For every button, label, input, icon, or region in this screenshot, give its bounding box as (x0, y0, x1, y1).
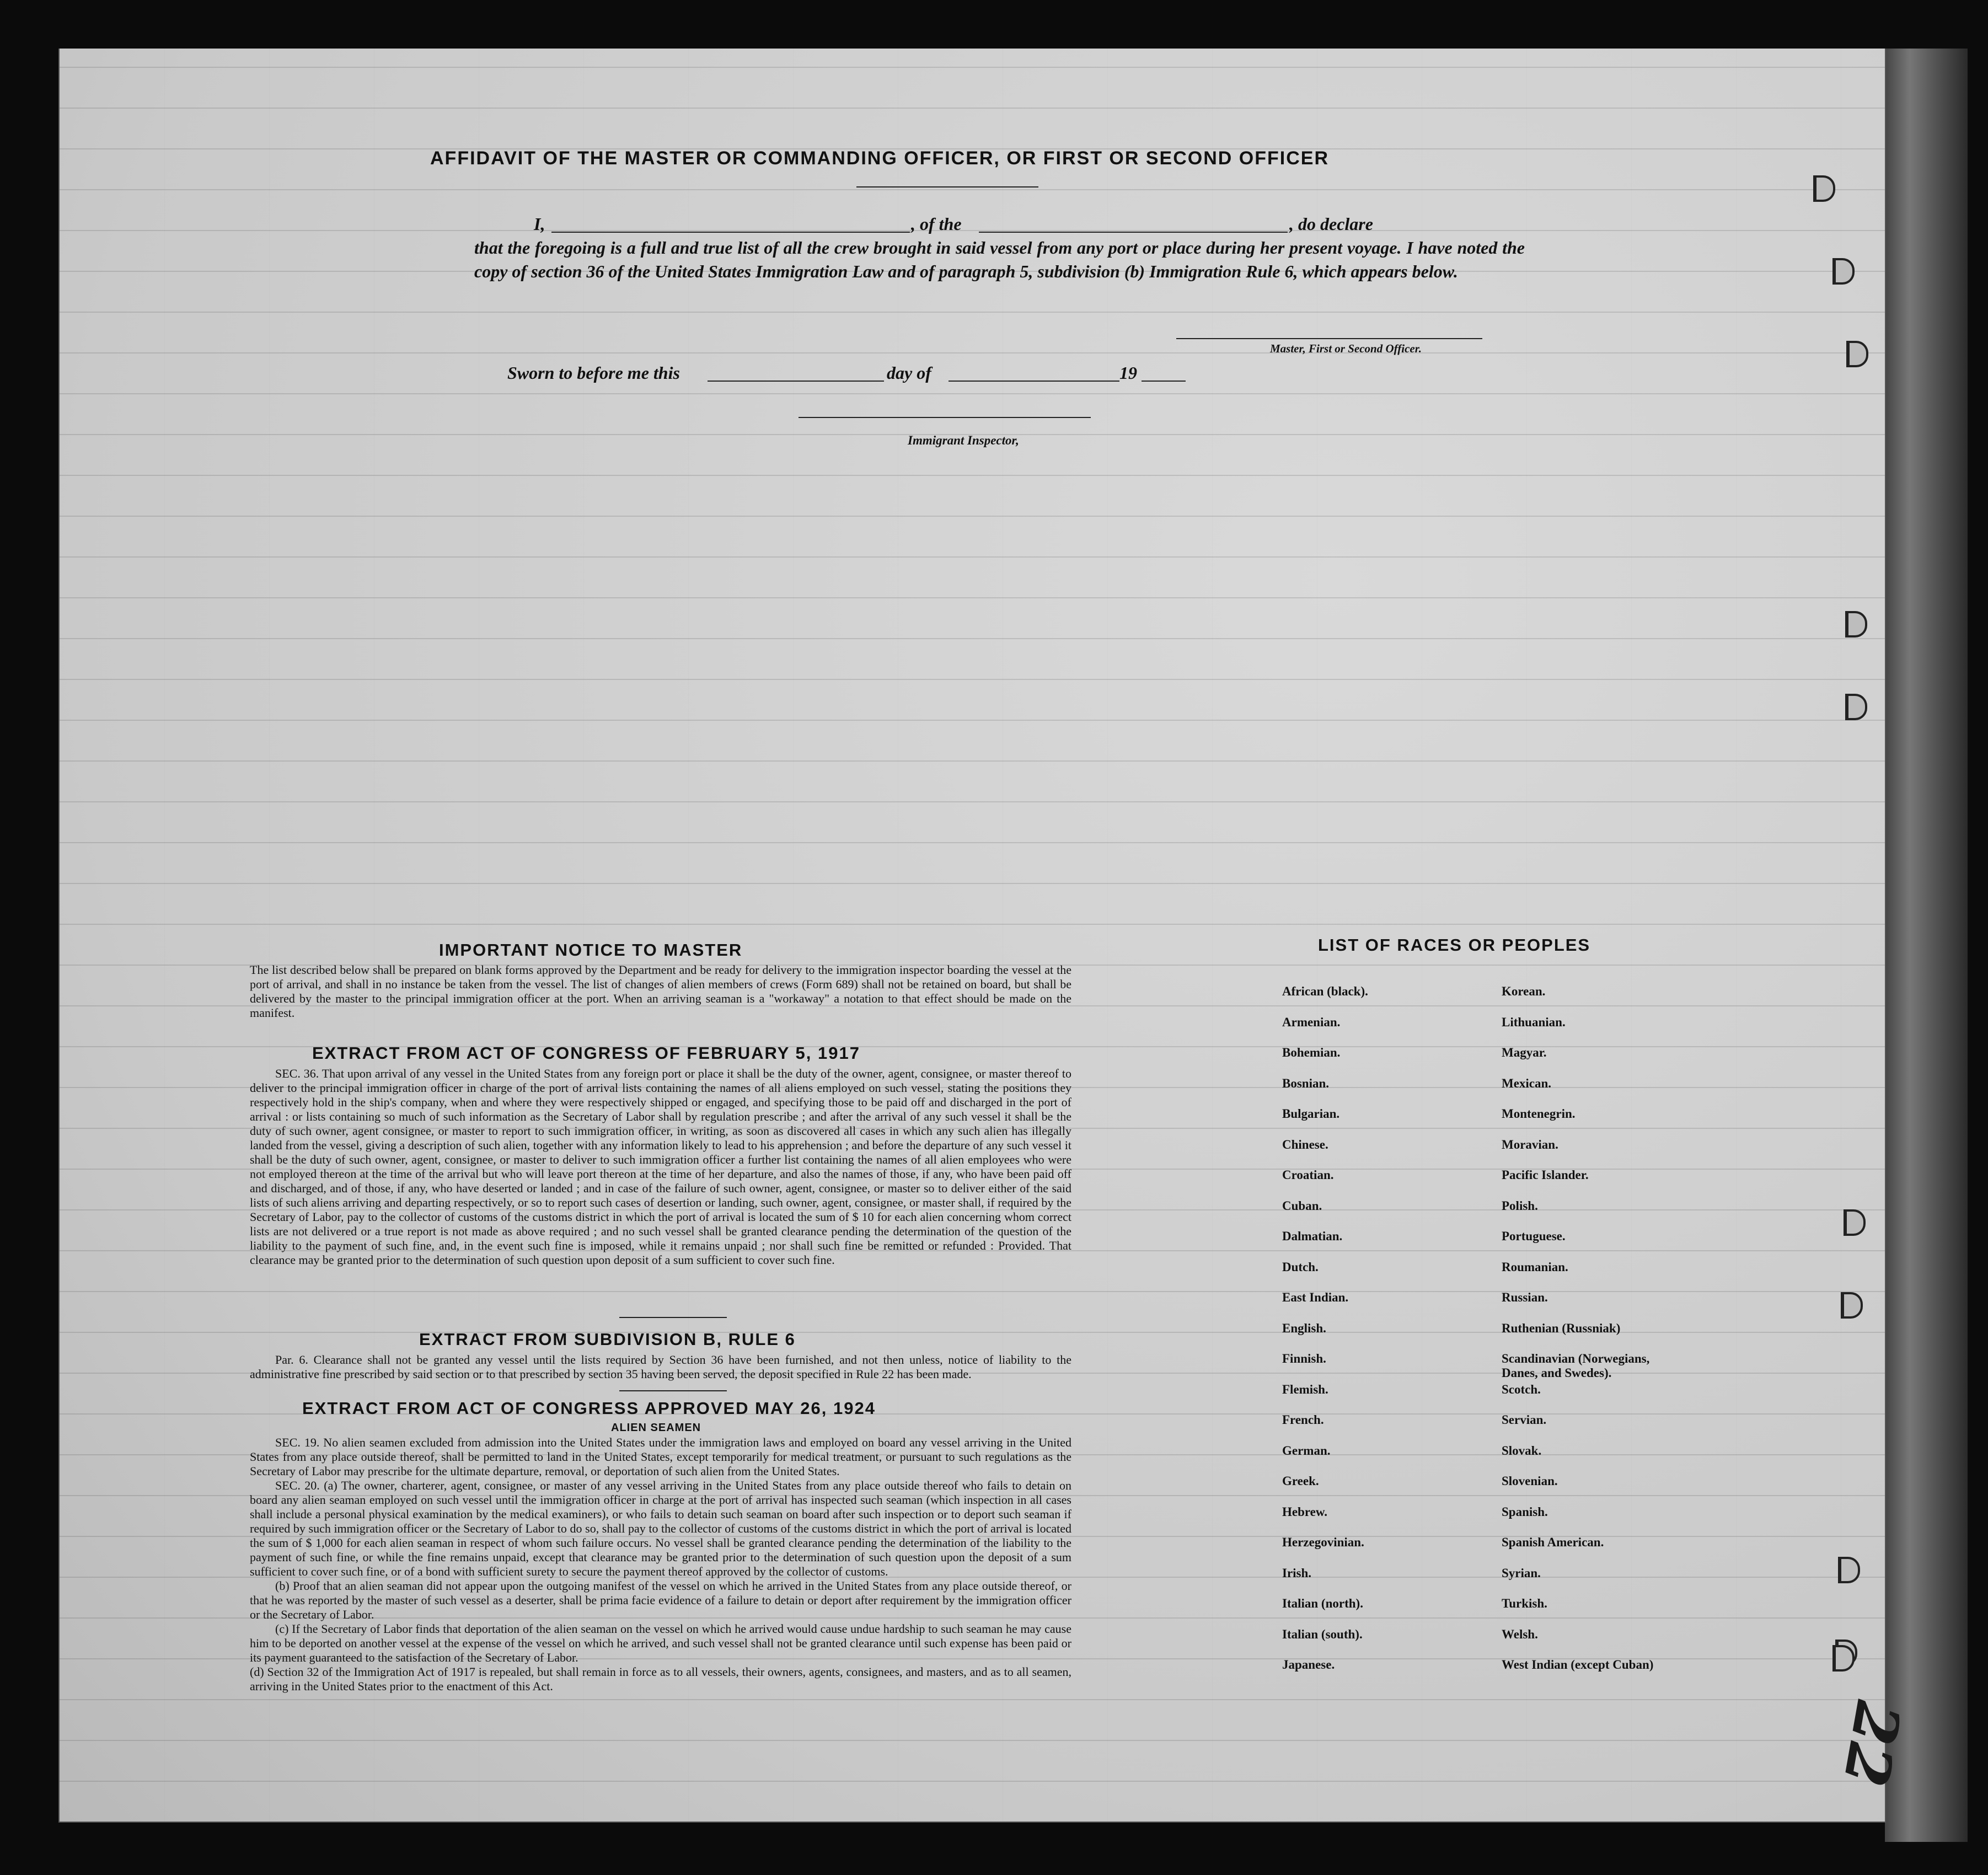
title-rule (856, 186, 1038, 188)
inspector-signature-line[interactable] (799, 417, 1091, 418)
section-rule (619, 1390, 727, 1391)
binder-hole (1838, 1557, 1860, 1583)
race-entry: Finnish. (1282, 1352, 1326, 1365)
notice-text: The list described below shall be prepared on blank forms approved by the Department and be ready for delivery to the immigration inspector boarding the vessel at the port of arrival, and shall in no instance be taken from the vessel. The list of changes of alien members of crews (Form 689) shall not be retained on board, but shall be delivered by the master to the principal immigration officer at the port. When an arriving seaman is a "workaway" a notation to that effect should be made on the manifest. (250, 963, 1071, 1020)
race-entry: French. (1282, 1413, 1324, 1427)
race-entry: Armenian. (1282, 1015, 1341, 1029)
races-title: LIST OF RACES OR PEOPLES (1318, 935, 1591, 955)
extract-1917-title: EXTRACT FROM ACT OF CONGRESS OF FEBRUARY 5, 1917 (312, 1043, 860, 1063)
races-column-right (1502, 984, 1684, 1689)
race-entry: Spanish. (1502, 1504, 1548, 1519)
race-entry: Servian. (1502, 1413, 1547, 1427)
name-blank[interactable] (551, 232, 910, 233)
notice-title: IMPORTANT NOTICE TO MASTER (439, 940, 743, 960)
race-entry: Slovenian. (1502, 1474, 1558, 1488)
race-entry: Irish. (1282, 1566, 1312, 1580)
binder-hole (1845, 694, 1867, 720)
race-entry: Welsh. (1502, 1627, 1538, 1641)
race-entry: Polish. (1502, 1198, 1538, 1213)
subdivision-text: Par. 6. Clearance shall not be granted any vessel until the lists required by Section 36 have been furnished, and not then unless, notice of liability to the administrative fine prescribed by said section or to that prescribed by section 35 having been served, the deposit specified in Rule 22 has been made. (250, 1353, 1071, 1381)
affidavit-body: that the foregoing is a full and true list of all the crew brought in said vessel from any port or place during her present voyage. I have noted the copy of section 36 of the United States Immigration Law and of paragraph 5, subdivision (b) Immigration Rule 6, which appears below. (474, 238, 1525, 281)
race-entry: Chinese. (1282, 1137, 1328, 1151)
race-entry: Japanese. (1282, 1658, 1335, 1672)
scan-border (0, 0, 1988, 49)
sec-20b-paragraph: (b) Proof that an alien seaman did not appear upon the outgoing manifest of the vessel on which he arrived in the United States from any place outside thereof, or that he was reported by the master of such vessel as a deserter, shall be prima facie evidence of a failure to detain or deport after requirement by the immigration officer or the Secretary of Labor. (250, 1579, 1071, 1621)
race-entry: Spanish American. (1502, 1535, 1604, 1549)
race-entry: Portuguese. (1502, 1229, 1566, 1243)
of-the-label: , of the (911, 214, 962, 234)
race-entry: Mexican. (1502, 1076, 1552, 1090)
affidavit-title: AFFIDAVIT OF THE MASTER OR COMMANDING OFFICER, OR FIRST OR SECOND OFFICER (430, 148, 1329, 169)
binder-hole (1813, 175, 1835, 202)
sec-19-paragraph: SEC. 19. No alien seamen excluded from admission into the United States under the immigration laws and employed on board any vessel arriving in the United States from any place outside thereof, shall be permitted to land in the United States, except temporarily for medical treatment, or pursuant to such regulations as the Secretary of Labor may prescribe for the ultimate departure, removal, or deportation of such alien from the United States. (250, 1435, 1071, 1478)
race-entry: Bosnian. (1282, 1076, 1330, 1090)
race-entry: Russian. (1502, 1290, 1548, 1304)
race-entry: Lithuanian. (1502, 1015, 1566, 1029)
binder-hole (1841, 1292, 1863, 1319)
race-entry: Montenegrin. (1502, 1107, 1576, 1121)
subdivision-title: EXTRACT FROM SUBDIVISION B, RULE 6 (419, 1330, 796, 1349)
race-entry: Scotch. (1502, 1382, 1541, 1396)
handwritten-page-number: 22 (1829, 1696, 1915, 1792)
race-entry: East Indian. (1282, 1290, 1349, 1304)
sworn-year-blank[interactable] (1142, 381, 1186, 382)
race-entry: Turkish. (1502, 1597, 1547, 1610)
race-entry: German. (1282, 1443, 1331, 1458)
extract-1924-subtitle: ALIEN SEAMEN (611, 1422, 701, 1434)
sworn-line (507, 363, 1279, 385)
inspector-label: Immigrant Inspector, (908, 433, 1019, 447)
binder-hole (1832, 258, 1855, 285)
sec-20c-paragraph: (c) If the Secretary of Labor finds that deportation of the alien seaman on the vessel on which he arrived would cause undue hardship to such seaman he may cause him to be deported on another vessel at the expense of the vessel on which he arrived, and such vessel shall not be granted clearance until such expense has been paid or its payment guaranteed to the satisfaction of the Secretary of Labor. (250, 1622, 1071, 1664)
race-entry: Pacific Islander. (1502, 1168, 1589, 1182)
binder-hole (1844, 1209, 1866, 1236)
i-label: I, (534, 214, 545, 234)
adjacent-page-edge (1885, 22, 1968, 1842)
race-entry: Cuban. (1282, 1198, 1322, 1213)
race-entry: Dalmatian. (1282, 1229, 1343, 1243)
race-entry: Dutch. (1282, 1260, 1319, 1274)
extract-1924-title: EXTRACT FROM ACT OF CONGRESS APPROVED MAY 26, 1924 (302, 1399, 876, 1418)
extract-1924-body (250, 1435, 1071, 1694)
race-entry: Greek. (1282, 1474, 1319, 1488)
race-entry: West Indian (except Cuban) (1502, 1658, 1654, 1672)
race-entry: Flemish. (1282, 1382, 1328, 1396)
sworn-label: Sworn to before me this (507, 363, 680, 383)
race-entry: Moravian. (1502, 1137, 1558, 1151)
race-entry: African (black). (1282, 984, 1368, 998)
master-label: Master, First or Second Officer. (1270, 342, 1422, 355)
race-entry: Ruthenian (Russniak) (1502, 1321, 1621, 1335)
race-entry: Magyar. (1502, 1046, 1547, 1059)
sec-20a-paragraph: SEC. 20. (a) The owner, charterer, agent, consignee, or master of any vessel arriving in the United States from any place outside thereof who fails to detain on board any alien seaman employed on such vessel until the immigration officer in charge at the port of arrival has inspected such seaman (which inspection in all cases shall include a personal physical examination by the medical examiners), or who fails to detain such seaman on board after such inspection or to deport such seaman if required by such immigration officer or the Secretary of Labor to do so, shall pay to the collector of customs of the customs district in which the port of arrival is located the sum of $ 1,000 for each alien seaman in respect of whom such failure occurs. No vessel shall be granted clearance pending the determination of the liability to the payment of such fine, or while the fine remains unpaid, except that clearance may be granted prior to the determination of such question upon the deposit of a sum sufficient to cover such fine, or of a bond with sufficient surety to secure the payment thereof approved by the collector of customs. (250, 1478, 1071, 1578)
race-entry: Herzegovinian. (1282, 1535, 1364, 1549)
master-signature-line[interactable] (1176, 338, 1482, 339)
vessel-blank[interactable] (979, 232, 1288, 233)
race-entry: English. (1282, 1321, 1326, 1335)
race-entry: Hebrew. (1282, 1504, 1327, 1519)
race-entry: Bohemian. (1282, 1046, 1341, 1059)
race-entry: Italian (south). (1282, 1627, 1363, 1641)
race-entry: Scandinavian (Norwegians, Danes, and Swedes). (1502, 1352, 1650, 1380)
races-column-left (1282, 984, 1368, 1689)
binder-hole (1832, 1645, 1855, 1672)
do-declare-label: , do declare (1289, 214, 1373, 234)
race-entry: Slovak. (1502, 1443, 1542, 1458)
section-rule (619, 1317, 727, 1318)
race-entry: Syrian. (1502, 1566, 1541, 1580)
day-of-label: day of (887, 363, 931, 383)
manifest-page (60, 49, 1915, 1822)
race-entry: Korean. (1502, 984, 1546, 998)
race-entry: Roumanian. (1502, 1260, 1568, 1274)
year-prefix: 19 (1119, 363, 1137, 383)
affidavit-first-line (474, 214, 1525, 236)
sworn-date-blank[interactable] (708, 381, 884, 382)
sworn-month-blank[interactable] (949, 381, 1119, 382)
extract-1917-text: SEC. 36. That upon arrival of any vessel in the United States from any foreign port or place it shall be the duty of the owner, agent, consignee, or master thereof to deliver to the principal immigration officer in charge of the port of arrival lists containing the names of all aliens employed on such vessel, stating the positions they respectively hold in the ship's company, when and where they were respectively shipped or engaged, and specifying those to be paid off and discharged in the port of arrival : or lists containing so much of such information as the Secretary of Labor shall by regulation prescribe ; and after the arrival of any such vessel it shall be the duty of such owner, agent consignee, or master to report to such immigration officer, in writing, as soon as discovered all cases in which any such alien has illegally landed from the vessel, giving a description of such alien, together with any information likely to lead to his apprehension ; and before the departure of any such vessel it shall be the duty of such owner, agent, consignee, or master to deliver to such immigration officer a further list containing the names of all alien employees who were not employed thereon at the time of the arrival but who will leave port thereon at the time of her departure, and also the names of those, if any, who have been paid off and discharged, and of those, if any, who have deserted or landed ; and in case of the failure of such owner, agent, consignee, or master so to deliver either of the said lists of such aliens arriving and departing respectively, or so to report such cases of desertion or landing, such owner, agent, consignee, or master shall, if required by the Secretary of Labor, pay to the collector of customs of the customs district in which the port of arrival is located the sum of $ 10 for each alien concerning whom correct lists are not delivered or a true report is not made as above required ; and no such vessel shall be granted clearance pending the determination of the question of the liability to the payment of such fine, and, in the event such fine is imposed, while it remains unpaid ; nor shall such fine be remitted or refunded : Provided. That clearance may be granted prior to the determination of such question upon deposit of a sum sufficient to cover such fine. (250, 1067, 1071, 1267)
binder-hole (1845, 611, 1867, 638)
race-entry: Croatian. (1282, 1168, 1334, 1182)
binder-hole (1846, 341, 1868, 367)
sec-20d-paragraph: (d) Section 32 of the Immigration Act of 1917 is repealed, but shall remain in force as to all vessels, their owners, agents, consignees, and masters, and as to all seamen, arriving in the United States prior to the enactment of this Act. (250, 1665, 1071, 1693)
race-entry: Bulgarian. (1282, 1107, 1340, 1121)
race-entry: Italian (north). (1282, 1597, 1363, 1610)
